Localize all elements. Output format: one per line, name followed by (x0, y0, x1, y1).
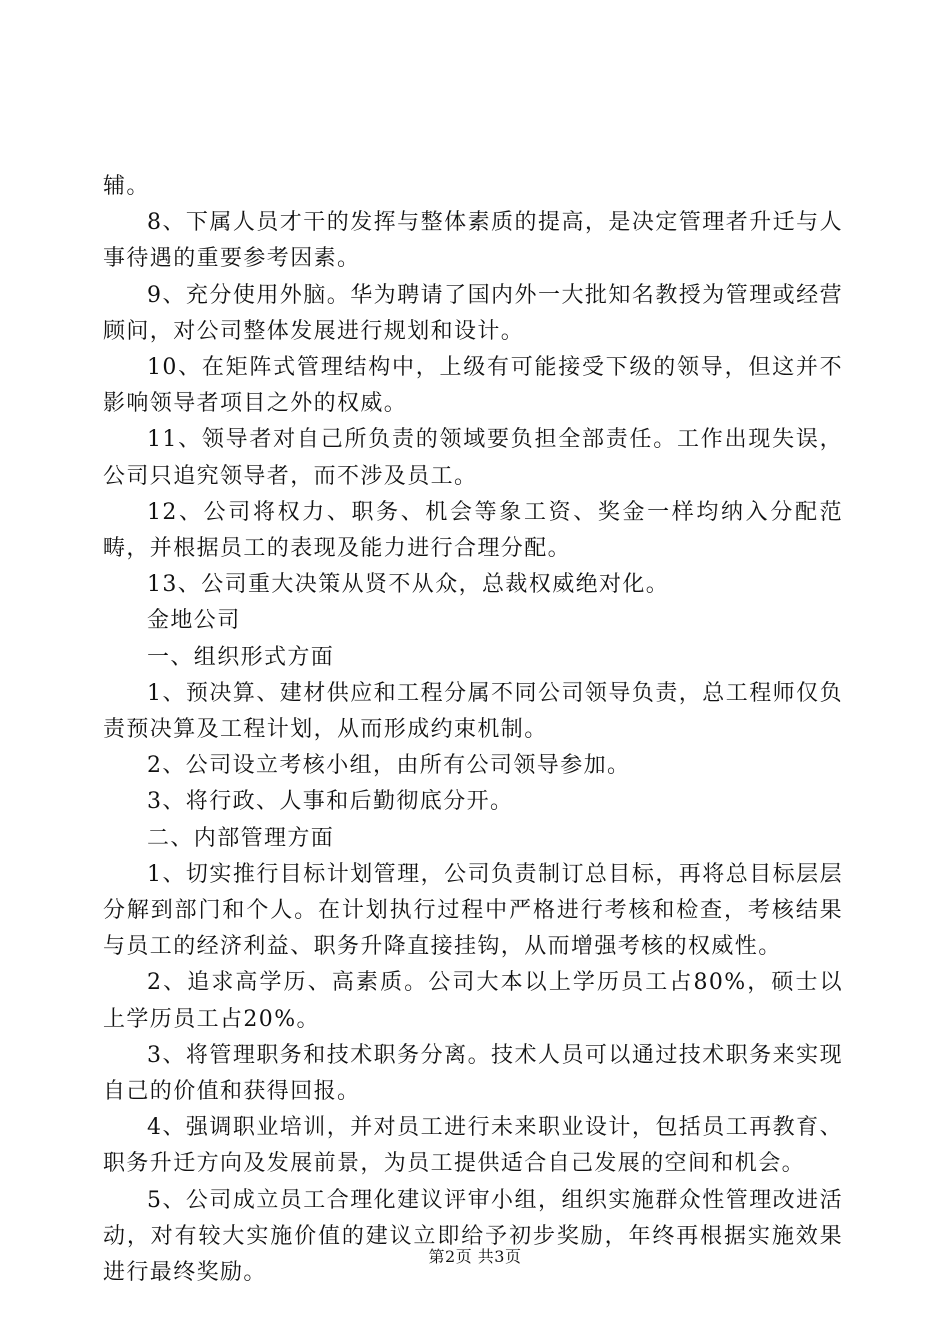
paragraph-mgmt-item-3: 3、将管理职务和技术职务分离。技术人员可以通过技术职务来实现自己的价值和获得回报。 (103, 1042, 843, 1105)
paragraph-item-11: 11、领导者对自己所负责的领域要负担全部责任。工作出现失误，公司只追究领导者，而不涉及员工。 (103, 427, 843, 489)
paragraph-item-10: 10、在矩阵式管理结构中，上级有可能接受下级的领导，但这并不影响领导者项目之外的权威。 (103, 355, 843, 417)
document-body (103, 169, 843, 1291)
paragraph-org-item-3: 3、将行政、人事和后勤彻底分开。 (147, 789, 514, 815)
paragraph-org-item-1: 1、预决算、建材供应和工程分属不同公司领导负责，总工程师仅负责预决算及工程计划，从而形成约束机制。 (103, 680, 843, 743)
paragraph-item-12: 12、公司将权力、职务、机会等象工资、奖金一样均纳入分配范畴，并根据员工的表现及能力进行合理分配。 (103, 499, 843, 562)
section-heading-company: 金地公司 (147, 608, 241, 634)
paragraph-item-8: 8、下属人员才干的发挥与整体素质的提高，是决定管理者升迁与人事待遇的重要参考因素。 (103, 210, 843, 272)
paragraph-mgmt-item-2: 2、追求高学历、高素质。公司大本以上学历员工占80%，硕士以上学历员工占20%。 (103, 970, 843, 1032)
paragraph-mgmt-item-1: 1、切实推行目标计划管理，公司负责制订总目标，再将总目标层层分解到部门和个人。在计划执行过程中严格进行考核和检查，考核结果与员工的经济利益、职务升降直接挂钩，从而增强考核的权威性。 (103, 861, 843, 960)
paragraph-item-9: 9、充分使用外脑。华为聘请了国内外一大批知名教授为管理或经营顾问，对公司整体发展进行规划和设计。 (103, 282, 843, 344)
paragraph-mgmt-item-4: 4、强调职业培训，并对员工进行未来职业设计，包括员工再教育、职务升迁方向及发展前景，为员工提供适合自己发展的空间和机会。 (103, 1115, 843, 1177)
paragraph-item-13: 13、公司重大决策从贤不从众，总裁权威绝对化。 (147, 572, 670, 598)
paragraph-mgmt-item-5: 5、公司成立员工合理化建议评审小组，组织实施群众性管理改进活动，对有较大实施价值的建议立即给予初步奖励，年终再根据实施效果进行最终奖励。 (103, 1187, 843, 1286)
paragraph-org-item-2: 2、公司设立考核小组，由所有公司领导参加。 (147, 753, 631, 779)
section-heading-organization: 一、组织形式方面 (147, 644, 335, 670)
page-number-footer: 第2页 共3页 (428, 1247, 522, 1266)
paragraph-continuation: 辅。 (103, 174, 150, 199)
section-heading-management: 二、内部管理方面 (147, 825, 335, 851)
